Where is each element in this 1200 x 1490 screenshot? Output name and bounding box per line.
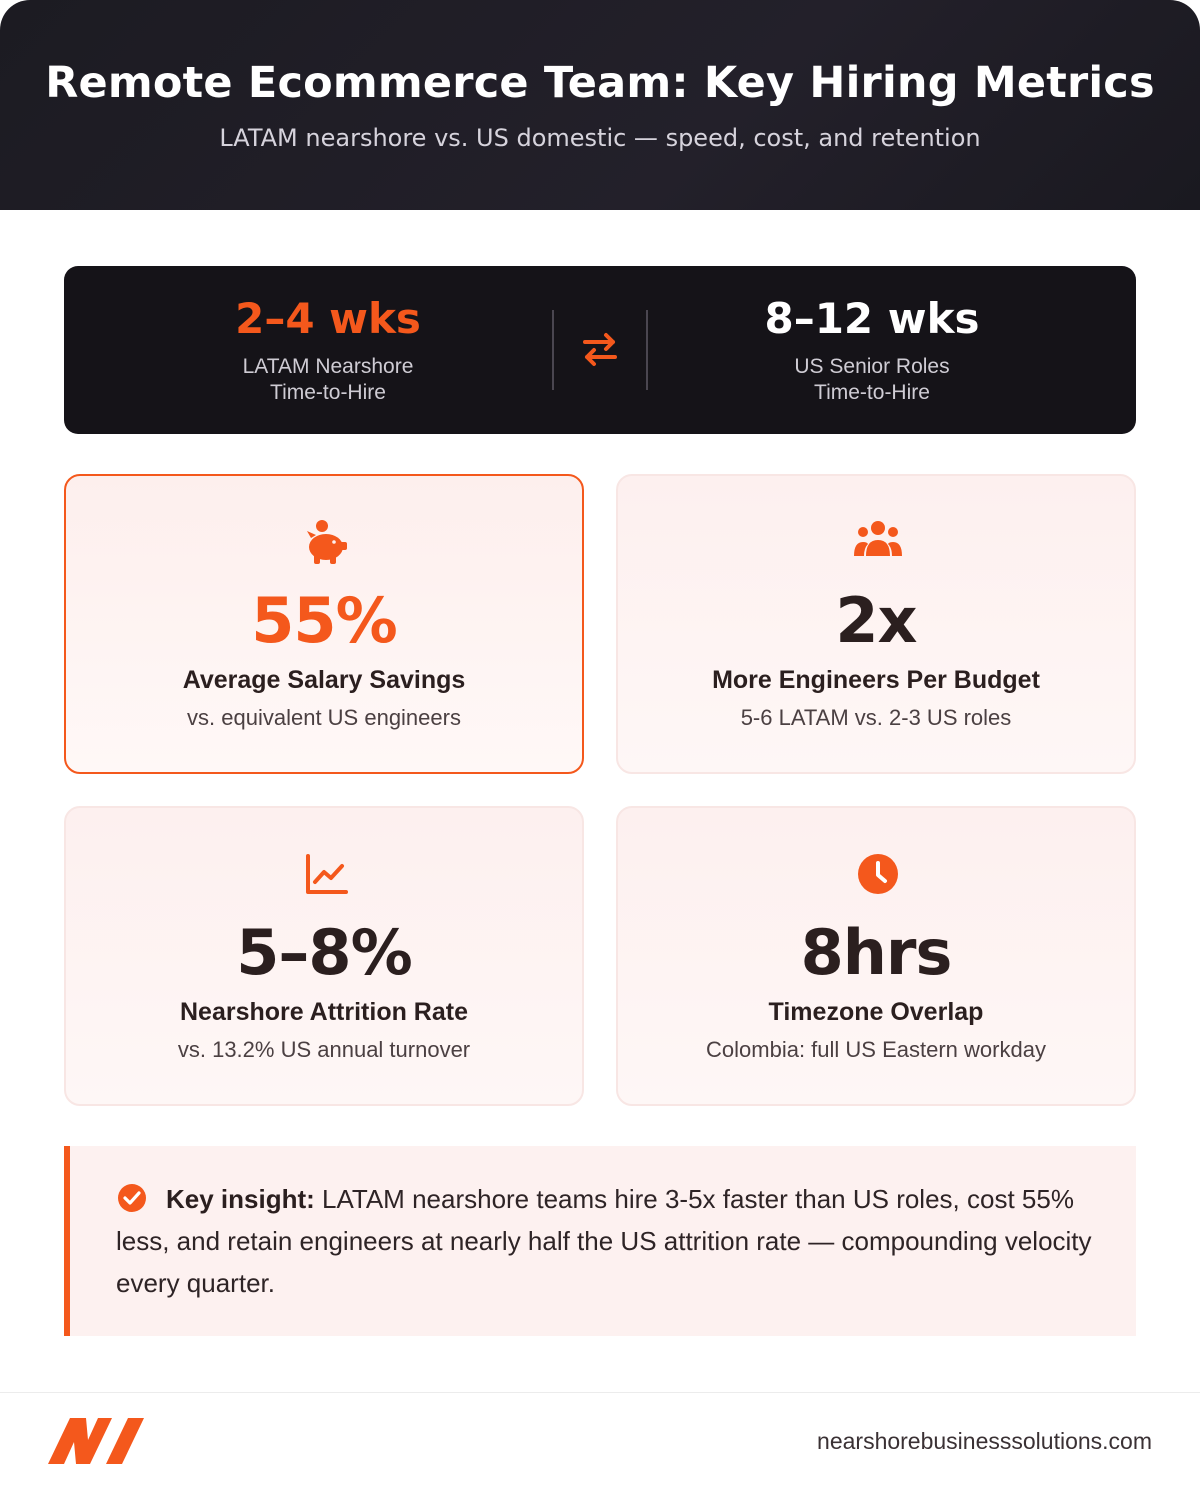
page-subtitle: LATAM nearshore vs. US domestic — speed, cost, and retention xyxy=(219,124,981,152)
latam-label-line1: LATAM Nearshore xyxy=(242,355,414,378)
us-label-line2: Time-to-Hire xyxy=(814,381,930,404)
metric-value: 55% xyxy=(251,584,397,657)
insight-body: LATAM nearshore teams hire 3-5x faster than US roles, cost 55% less, and retain engineers at nearly half the US attrition rate — compounding velocity every quarter. xyxy=(116,1184,1092,1298)
insight-label: Key insight: xyxy=(166,1184,315,1214)
metric-card-timezone-overlap xyxy=(616,806,1136,1106)
latam-time-value: 2–4 wks xyxy=(235,294,421,343)
metric-subtitle: vs. equivalent US engineers xyxy=(187,705,461,730)
metric-title: Nearshore Attrition Rate xyxy=(179,998,468,1026)
us-time-label xyxy=(652,354,1092,406)
latam-time-label xyxy=(108,354,548,406)
divider-right xyxy=(646,310,648,390)
piggy-bank-icon xyxy=(300,516,352,568)
metric-value: 8hrs xyxy=(800,916,952,989)
metric-subtitle: vs. 13.2% US annual turnover xyxy=(177,1037,471,1062)
time-to-hire-panel xyxy=(64,266,1136,434)
clock-icon xyxy=(852,848,904,900)
footer-divider xyxy=(0,1392,1200,1393)
metric-card-attrition-rate xyxy=(64,806,584,1106)
header-banner xyxy=(0,0,1200,210)
metric-title: More Engineers Per Budget xyxy=(712,666,1040,694)
metric-value: 5–8% xyxy=(236,916,412,989)
us-time-to-hire xyxy=(652,266,1092,434)
page-title: Remote Ecommerce Team: Key Hiring Metrics xyxy=(45,58,1155,108)
brand-logo[interactable] xyxy=(48,1416,144,1466)
metric-card-salary-savings xyxy=(64,474,584,774)
metric-card-engineers-per-budget xyxy=(616,474,1136,774)
team-icon xyxy=(852,516,904,568)
metric-value: 2x xyxy=(835,584,917,657)
metric-title: Timezone Overlap xyxy=(768,998,984,1026)
latam-time-to-hire xyxy=(108,266,548,434)
metric-subtitle: Colombia: full US Eastern workday xyxy=(706,1037,1046,1062)
divider-left xyxy=(552,310,554,390)
us-time-value: 8–12 wks xyxy=(764,294,980,343)
metric-subtitle: 5-6 LATAM vs. 2-3 US roles xyxy=(740,705,1012,730)
key-insight-callout xyxy=(64,1146,1136,1336)
latam-label-line2: Time-to-Hire xyxy=(270,381,386,404)
metric-title: Average Salary Savings xyxy=(182,666,466,694)
line-chart-icon xyxy=(300,848,352,900)
swap-arrows-icon xyxy=(579,328,621,370)
insight-text xyxy=(116,1178,1096,1304)
website-link[interactable]: nearshorebusinesssolutions.com xyxy=(817,1428,1152,1454)
us-label-line1: US Senior Roles xyxy=(794,355,950,378)
